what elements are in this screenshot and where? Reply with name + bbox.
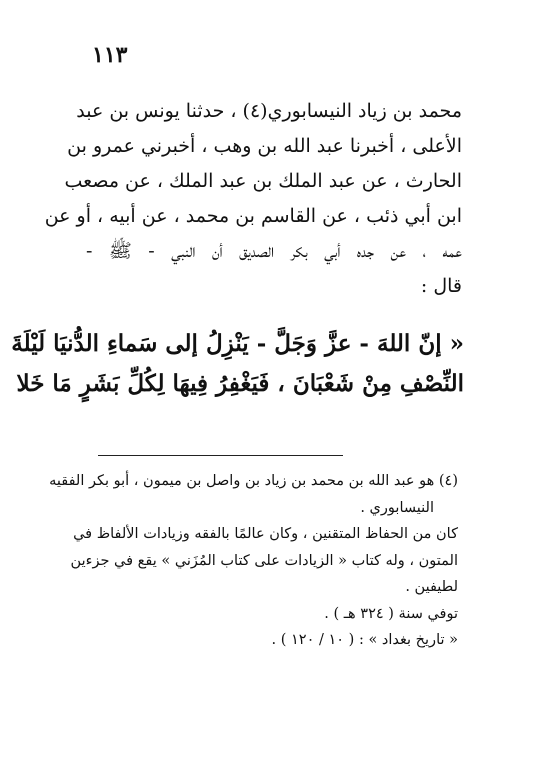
main-text-line: محمد بن زياد النيسابوري(٤) ، حدثنا يونس بن عبد [76,100,462,122]
hadith-line: النِّصْفِ مِنْ شَعْبَانَ ، فَيَغْفِرُ فِيهَا لِكُلِّ بَشَرٍ مَا خَلا [16,370,464,397]
main-text-line: الحارث ، عن عبد الملك بن عبد الملك ، عن مصعب [64,170,462,192]
main-text-line: ابن أبي ذئب ، عن القاسم بن محمد ، عن أبيه ، أو عن [44,205,462,227]
footnote-divider [98,455,343,456]
footnote-line: (٤) هو عبد الله بن محمد بن زياد بن واصل بن ميمون ، أبو بكر الفقيه [49,473,458,489]
footnote-line: كان من الحفاظ المتقنين ، وكان عالمًا بالفقه وزيادات الألفاظ في [73,526,458,542]
main-text [44,94,462,304]
main-text-line: الأعلى ، أخبرنا عبد الله بن وهب ، أخبرني عمرو بن [67,135,462,157]
page-number: ١١٣ [92,42,128,68]
hadith-text [11,324,464,404]
main-text-line: قال : [420,275,462,297]
footnote-line: النيسابوري . [360,499,434,516]
main-text-line: عمه ، عن جده أبي بكر الصديق أن النبي - ﷺ - [86,240,462,262]
footnote-line: لطيفين . [405,579,458,595]
footnotes [49,468,458,654]
footnote-line: « تاريخ بغداد » : ( ١٠ / ١٢٠ ) . [271,632,458,648]
hadith-line: « إنّ اللهَ - عزَّ وَجَلَّ - يَنْزِلُ إلى سَماءِ الدُّنيَا لَيْلَةَ [11,330,464,357]
footnote-line: المتون ، وله كتاب « الزيادات على كتاب المُزَني » يقع في جزءين [70,552,458,569]
footnote-line: توفي سنة ( ٣٢٤ هـ ) . [324,605,458,622]
